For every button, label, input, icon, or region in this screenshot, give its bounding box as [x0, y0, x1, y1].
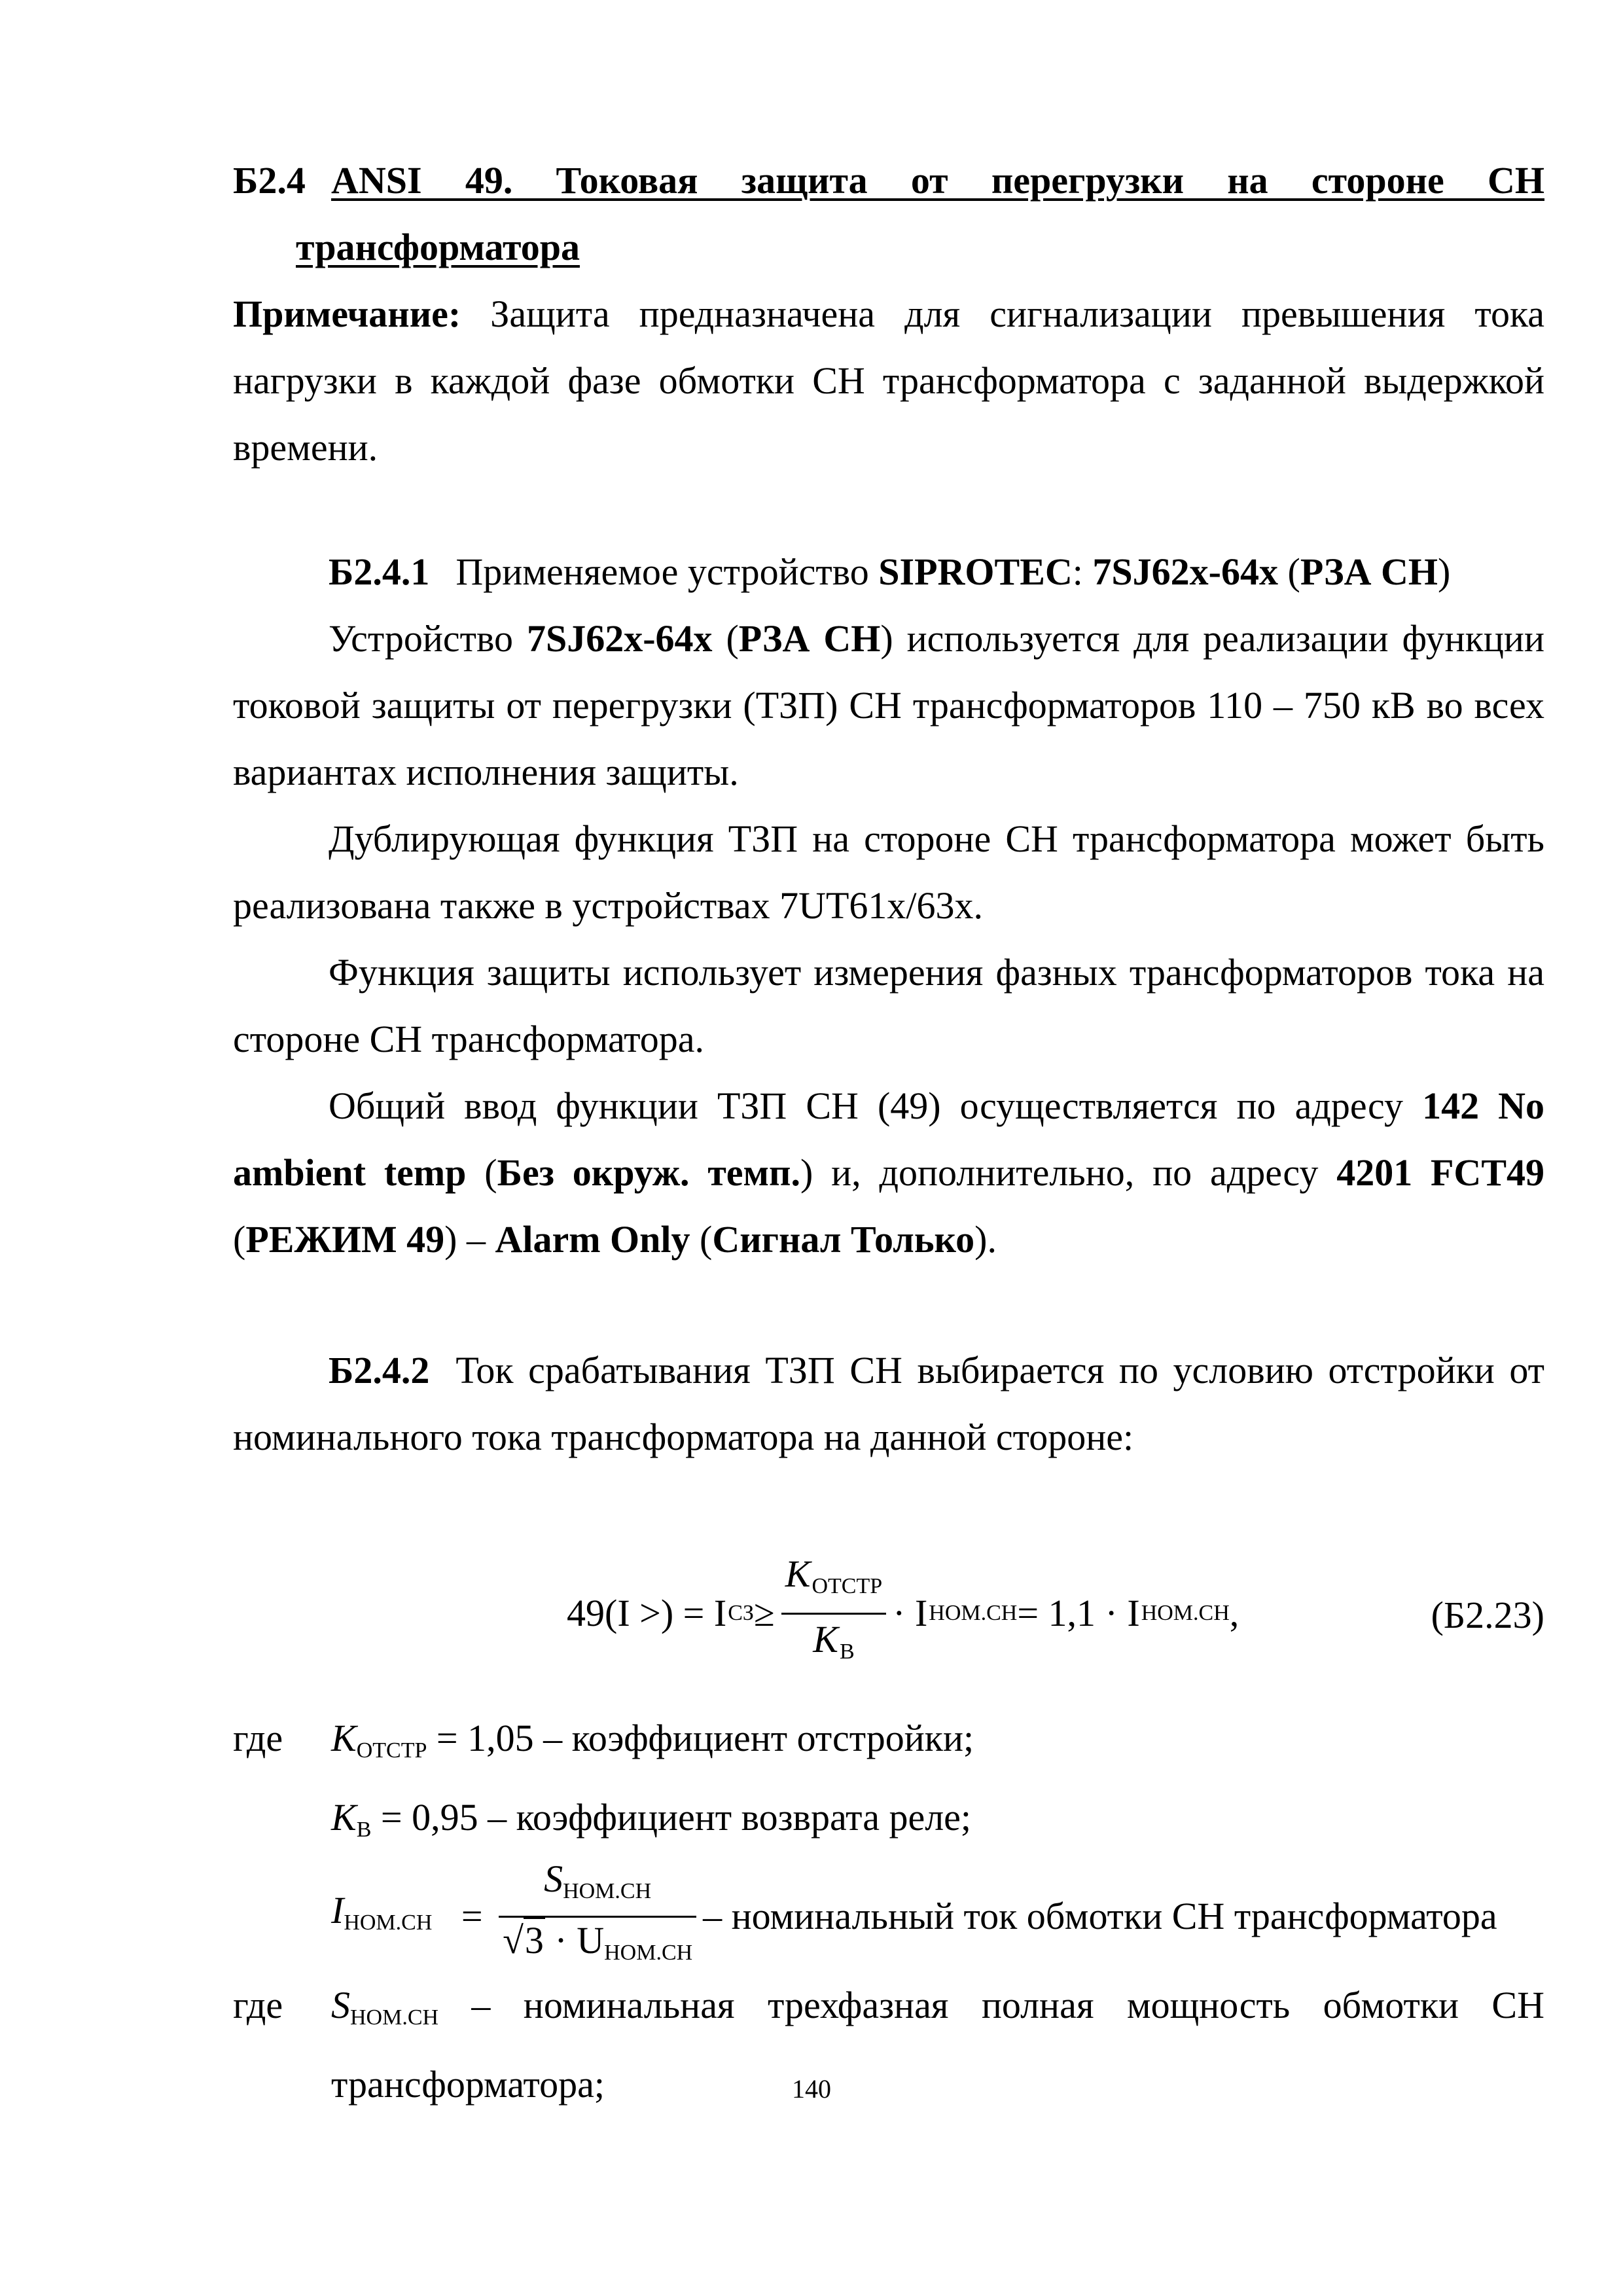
note-label: Примечание:	[233, 293, 461, 335]
def-k-otstr-desc: – коэффициент отстройки;	[533, 1717, 974, 1759]
k-v-symbol: K	[813, 1617, 838, 1660]
p1-pre: Устройство	[329, 617, 527, 660]
p4-t2: (	[466, 1151, 497, 1194]
section-heading	[233, 147, 1544, 214]
p4-t7: ).	[974, 1218, 997, 1261]
def-i-nom-sym: $I_{НОМ.СН}$	[331, 1888, 433, 1935]
def-k-v-val: = 0,95	[371, 1796, 478, 1839]
k-v-sub: В	[839, 1639, 855, 1664]
s-nom-sub: НОМ.СН	[563, 1878, 652, 1903]
heading-number: Б2.4	[233, 159, 306, 202]
formula-lhs-sub: СЗ	[728, 1601, 754, 1625]
definitions-list	[331, 1705, 1544, 1965]
s-nom-sym: S	[544, 1857, 563, 1900]
fraction-numerator	[781, 1551, 886, 1615]
def-k-otstr-sym: $K_{ОТСТР}$	[331, 1717, 427, 1763]
where-label-2: где	[233, 1984, 283, 2026]
device-name: 7SJ62x-64x	[1092, 550, 1278, 593]
u-nom-sym: · U	[544, 1918, 605, 1962]
p4-address-142-ru: Без окруж. темп.	[497, 1151, 800, 1194]
paragraph-measurement: Функция защиты использует измерения фазных трансформаторов тока на стороне СН трансформатора.	[233, 951, 1544, 1060]
def-i-nom-eq: =	[452, 1895, 493, 1937]
k-otstr-sub: ОТСТР	[812, 1573, 883, 1598]
device-short: РЗА СН	[1300, 550, 1438, 593]
i-nom-numerator	[499, 1857, 696, 1918]
heading-title-line2: трансформатора	[296, 226, 580, 268]
p4-address-4201: 4201 FCT49	[1336, 1151, 1544, 1194]
note-paragraph	[233, 281, 1544, 481]
formula-fraction	[781, 1551, 886, 1677]
p1-rest: ) используется для реализации функции токовой защиты от перегрузки (ТЗП) СН трансформаторов 110 – 750 кВ во всех вариантах исполнения защиты.	[233, 617, 1544, 793]
page-number: 140	[792, 2074, 831, 2104]
subsection-2-text: Ток срабатывания ТЗП СН выбирается по условию отстройки от номинального тока трансформатора на данной стороне:	[233, 1349, 1544, 1458]
p4-alarm-only-ru: Сигнал Только	[712, 1218, 975, 1261]
p4-t4: (	[233, 1218, 246, 1261]
where-definitions	[233, 1705, 1544, 1965]
i-nom-fraction	[499, 1857, 696, 1976]
def-i-nom	[331, 1857, 1544, 1965]
p4-alarm-only: Alarm Only	[495, 1218, 690, 1261]
def-k-v-desc: – коэффициент возврата реле;	[478, 1796, 972, 1839]
paren-close: )	[1437, 550, 1451, 593]
k-otstr-symbol: K	[785, 1552, 811, 1595]
heading-title-line1: ANSI 49. Токовая защита от перегрузки на стороне СН	[331, 159, 1544, 202]
subsection-1-heading	[233, 539, 1544, 605]
formula-eq2: = 1,1 · I	[1017, 1592, 1140, 1634]
p4-t5: ) –	[444, 1218, 495, 1261]
equation-number: (Б2.23)	[1431, 1594, 1544, 1636]
heading-title-line2-wrap	[233, 214, 1544, 281]
def-k-v	[331, 1784, 1544, 1863]
def-k-otstr	[331, 1705, 1544, 1784]
formula-mul: · I	[893, 1592, 928, 1634]
p1-device-short: РЗА СН	[738, 617, 881, 660]
siprotec-label: SIPROTEC	[878, 550, 1073, 593]
p4-t3: ) и, дополнительно, по адресу	[800, 1151, 1337, 1194]
p4-address-142: 142 No ambient temp	[233, 1085, 1545, 1194]
formula-lhs: 49(I >) = I	[567, 1592, 727, 1634]
formula-end: ,	[1229, 1592, 1240, 1634]
subsection-1-text: Применяемое устройство	[455, 550, 879, 593]
p1-device: 7SJ62x-64x	[526, 617, 713, 660]
sqrt-3: 3	[524, 1917, 545, 1962]
formula-ge: ≥	[753, 1592, 775, 1634]
p4-mode-49: РЕЖИМ 49	[245, 1218, 445, 1261]
p4-t6: (	[690, 1218, 713, 1261]
def-i-nom-desc: – номинальный ток обмотки СН трансформатора	[703, 1895, 1497, 1937]
formula-b2-23	[233, 1548, 1544, 1679]
fraction-denominator	[813, 1615, 854, 1677]
u-nom-sub: НОМ.СН	[604, 1940, 693, 1965]
formula-expression	[567, 1548, 1239, 1679]
def-s-nom-desc: – номинальная трехфазная полная мощность обмотки СН трансформатора;	[331, 1984, 1544, 2106]
subsection-2-number: Б2.4.2	[329, 1349, 430, 1391]
formula-inom-sub: НОМ.СН	[929, 1601, 1018, 1625]
subsection-2	[233, 1337, 1544, 1471]
def-k-v-sym: $K_В$	[331, 1796, 372, 1842]
paren-open: (	[1277, 550, 1300, 593]
colon: :	[1072, 550, 1093, 593]
paragraph-backup: Дублирующая функция ТЗП на стороне СН трансформатора может быть реализована также в устройствах 7UT61x/63x.	[233, 817, 1544, 927]
paragraph-settings	[233, 1073, 1544, 1273]
def-s-nom-sym: $S_{НОМ.СН}$	[331, 1984, 439, 2030]
document-page	[233, 147, 1544, 2118]
formula-inom-sub2: НОМ.СН	[1141, 1601, 1230, 1625]
p1-paren: (	[712, 617, 739, 660]
note-text: Защита предназначена для сигнализации превышения тока нагрузки в каждой фазе обмотки СН трансформатора с заданной выдержкой времени.	[233, 293, 1544, 469]
paragraph-device	[233, 605, 1544, 806]
where-label-1: где	[233, 1717, 283, 1759]
i-nom-denominator: $√3 \cdot U_{НОМ.СН}$	[503, 1918, 692, 1976]
def-k-otstr-val: = 1,05	[427, 1717, 534, 1759]
subsection-1-number: Б2.4.1	[329, 550, 430, 593]
p4-t1: Общий ввод функции ТЗП СН (49) осуществляется по адресу	[329, 1085, 1423, 1127]
